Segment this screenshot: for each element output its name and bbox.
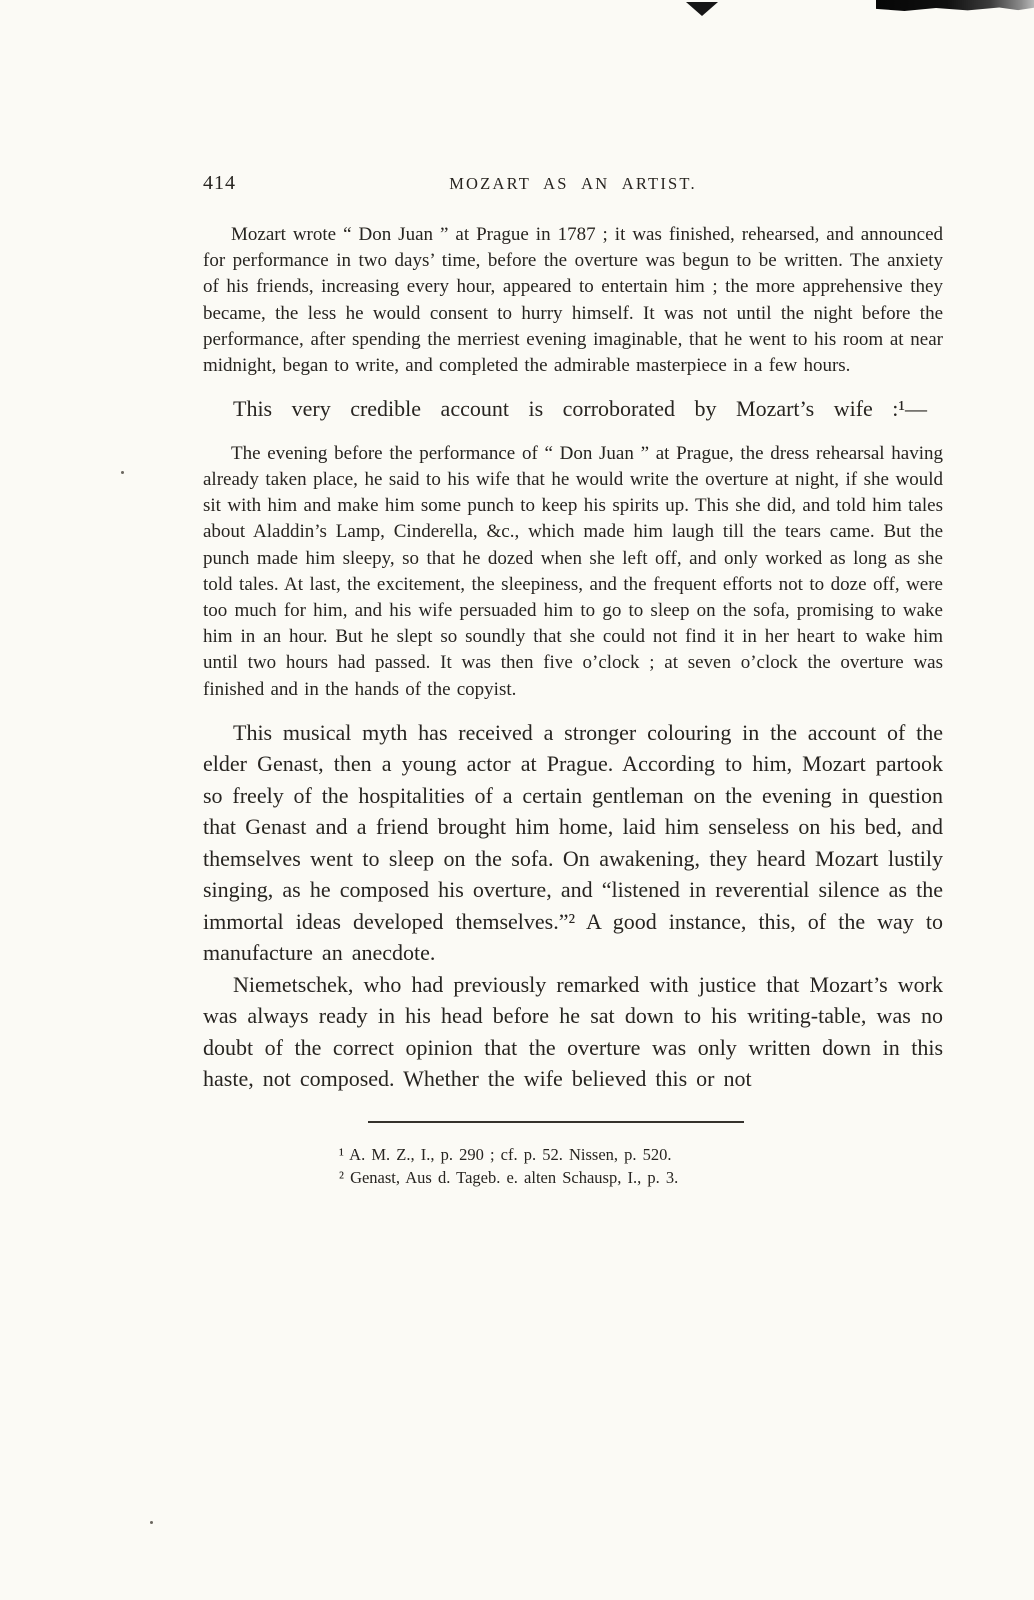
footnote-1: ¹ A. M. Z., I., p. 290 ; cf. p. 52. Nissen, p. 520. — [339, 1144, 672, 1164]
scan-artifact-arrow — [686, 2, 718, 16]
page-header — [203, 172, 943, 196]
footnote-2: ² Genast, Aus d. Tageb. e. alten Schausp, I., p. 3. — [339, 1168, 679, 1188]
scan-speck — [150, 1521, 153, 1524]
paragraph-body-2: This musical myth has received a stronger colouring in the account of the elder Genast, then a young actor at Prague. According to him, Mozart partook so freely of the hospitalities of a certain gentleman on the evening in question that Genast and a friend brought him home, laid him senseless on his bed, and themselves went to sleep on the sofa. On awakening, they heard Mozart lustily singing, as he composed his overture, and “listened in reverential silence as the immortal ideas developed themselves.”² A good instance, this, of the way to manufacture an anecdote. — [203, 719, 943, 966]
paragraph-block-quote-1: Mozart wrote “ Don Juan ” at Prague in 1787 ; it was finished, rehearsed, and announced for performance in two days’ time, before the overture was begun to be written. The anxiety of his friends, increasing every hour, appeared to entertain him ; the more apprehensive they became, the less he would consent to hurry himself. It was not until the night before the performance, after spending the merriest evening imaginable, that he went to his room at near midnight, began to write, and completed the admirable masterpiece in a few hours. — [203, 224, 943, 377]
paragraph-body-1: This very credible account is corroborated by Mozart’s wife :¹— — [233, 396, 928, 422]
scan-artifact-bar — [876, 0, 1034, 13]
paragraph-block-quote-2: The evening before the performance of “ Don Juan ” at Prague, the dress rehearsal having already taken place, he said to his wife that he would write the overture at night, if she would sit with him and make him some punch to keep his spirits up. This she did, and told him tales about Aladdin’s Lamp, Cinderella, &c., which made him laugh till the tears came. But the punch made him sleepy, so that he dozed when she left off, and only worked as long as she told tales. At last, the excitement, the sleepiness, and the frequent efforts not to doze off, were too much for him, and his wife persuaded him to go to sleep on the sofa, promising to wake him in an hour. But he slept so soundly that she could not find it in her heart to wake him until two hours had passed. It was then five o’clock ; at seven o’clock the overture was finished and in the hands of the copyist. — [203, 442, 943, 700]
footnote-rule — [368, 1121, 744, 1123]
page-number: 414 — [203, 172, 236, 194]
text-column — [203, 172, 943, 1190]
running-head: MOZART AS AN ARTIST. — [449, 174, 697, 193]
scan-speck — [121, 471, 124, 474]
paragraph-body-3: Niemetschek, who had previously remarked with justice that Mozart’s work was always ready in his head before he sat down to his writing-table, was no doubt of the correct opinion that the overture was only written down in this haste, not composed. Whether the wife believed this or not — [203, 971, 943, 1092]
footnotes-section — [203, 1121, 943, 1190]
